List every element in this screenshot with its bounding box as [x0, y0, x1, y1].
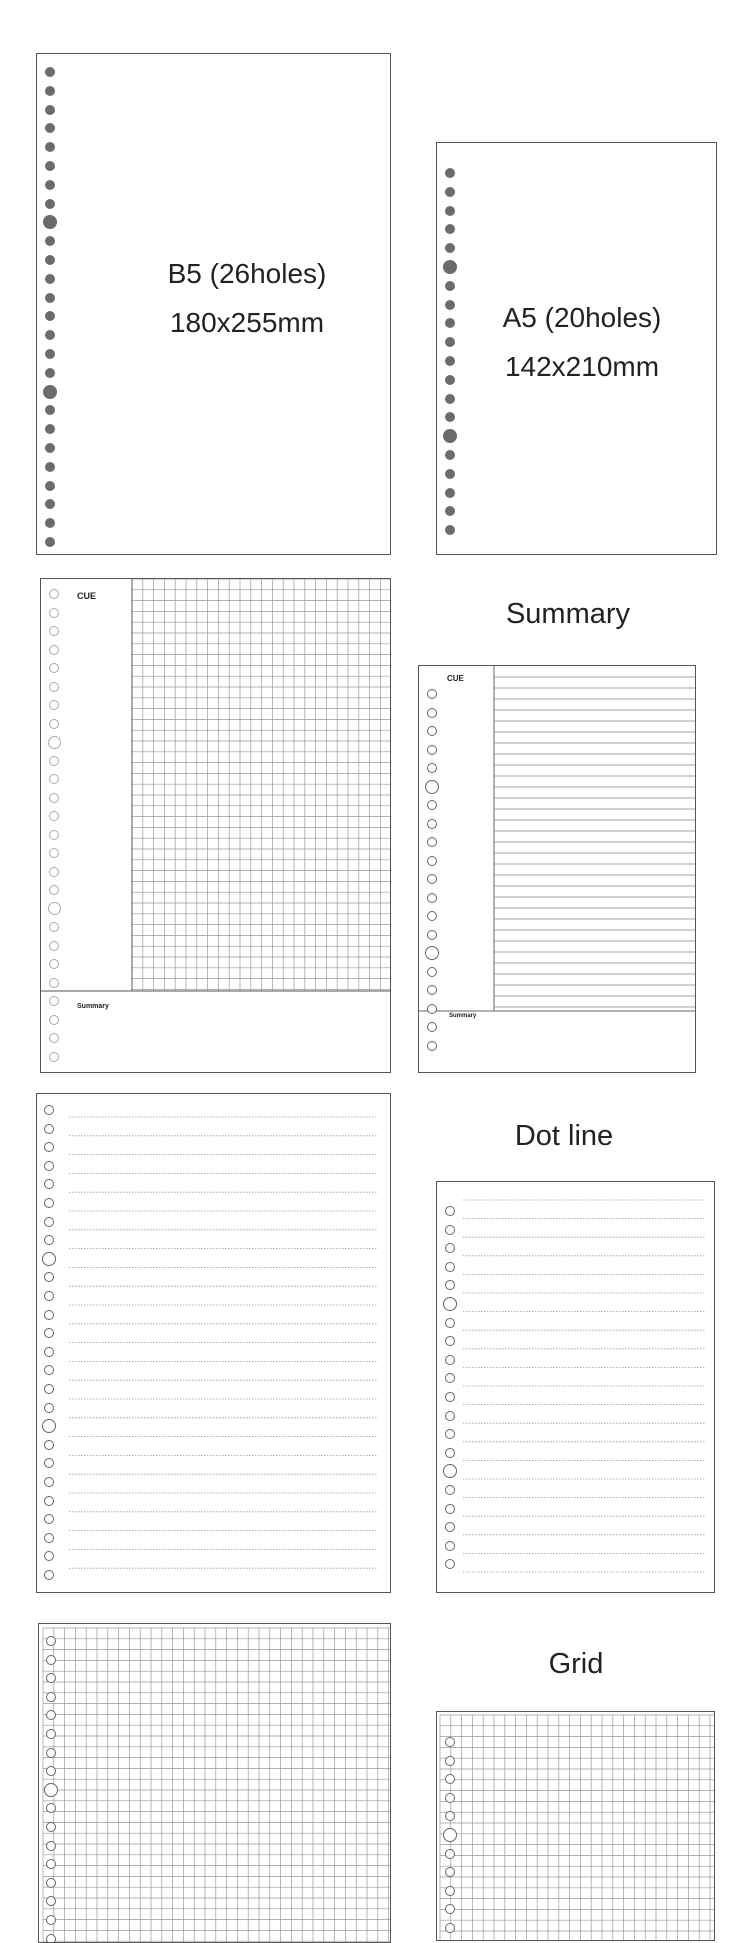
b5-sheet	[36, 53, 391, 555]
b5-hole-icon	[45, 161, 55, 171]
b5-hole-icon	[45, 105, 55, 115]
summary-a5-summary-label: Summary	[449, 1013, 477, 1019]
b5-dimensions: 180x255mm	[169, 307, 325, 338]
grid-title: Grid	[548, 1648, 604, 1680]
b5-name: B5 (26holes)	[167, 258, 327, 289]
a5-sheet	[436, 142, 717, 555]
summary-b5-grid	[41, 579, 391, 1073]
b5-hole-icon	[45, 443, 55, 453]
b5-hole-icon	[45, 142, 55, 152]
summary-b5-summary-label: Summary	[77, 1003, 109, 1010]
grid-a5-sheet	[436, 1711, 715, 1941]
a5-hole-icon	[445, 206, 455, 216]
b5-hole-icon	[45, 123, 55, 133]
b5-hole-icon	[45, 293, 55, 303]
summary-b5-cue-label: CUE	[77, 591, 97, 601]
summary-title: Summary	[505, 598, 631, 630]
grid-b5-sheet	[38, 1623, 391, 1943]
b5-hole-icon	[45, 199, 55, 209]
b5-hole-icon	[45, 255, 55, 265]
a5-hole-icon	[445, 168, 455, 178]
dotline-b5-sheet	[36, 1093, 391, 1593]
a5-hole-icon	[445, 506, 455, 516]
summary-a5-lines	[419, 666, 696, 1073]
dotline-a5-sheet	[436, 1181, 715, 1593]
dotline-a5-lines	[437, 1182, 715, 1593]
b5-hole-icon	[45, 180, 55, 190]
b5-hole-icon	[45, 499, 55, 509]
a5-dimensions: 142x210mm	[504, 351, 660, 382]
b5-hole-icon	[45, 86, 55, 96]
b5-hole-icon	[43, 215, 57, 229]
a5-name: A5 (20holes)	[502, 302, 662, 333]
b5-hole-icon	[45, 462, 55, 472]
summary-a5-sheet	[418, 665, 696, 1073]
b5-hole-icon	[45, 67, 55, 77]
grid-b5-lines	[39, 1624, 391, 1943]
a5-hole-icon	[445, 412, 455, 422]
a5-hole-icon	[443, 260, 457, 274]
a5-hole-icon	[445, 224, 455, 234]
b5-hole-icon	[45, 481, 55, 491]
a5-hole-icon	[445, 187, 455, 197]
a5-hole-icon	[445, 488, 455, 498]
b5-hole-icon	[45, 518, 55, 528]
b5-hole-icon	[45, 368, 55, 378]
summary-a5-cue-label: CUE	[447, 674, 464, 683]
b5-hole-icon	[43, 385, 57, 399]
a5-hole-icon	[445, 394, 455, 404]
a5-hole-icon	[445, 525, 455, 535]
b5-hole-icon	[45, 424, 55, 434]
b5-hole-icon	[45, 537, 55, 547]
b5-hole-icon	[45, 330, 55, 340]
grid-a5-lines	[437, 1712, 715, 1941]
b5-label	[97, 249, 391, 347]
b5-hole-icon	[45, 274, 55, 284]
a5-hole-icon	[445, 243, 455, 253]
b5-hole-icon	[45, 349, 55, 359]
b5-hole-icon	[45, 405, 55, 415]
dotline-b5-lines	[37, 1094, 391, 1593]
a5-hole-icon	[443, 429, 457, 443]
a5-hole-icon	[445, 469, 455, 479]
summary-b5-sheet	[40, 578, 391, 1073]
dotline-title: Dot line	[514, 1120, 614, 1152]
b5-hole-icon	[45, 311, 55, 321]
a5-label	[437, 293, 717, 391]
a5-hole-icon	[445, 450, 455, 460]
b5-hole-icon	[45, 236, 55, 246]
a5-hole-icon	[445, 281, 455, 291]
